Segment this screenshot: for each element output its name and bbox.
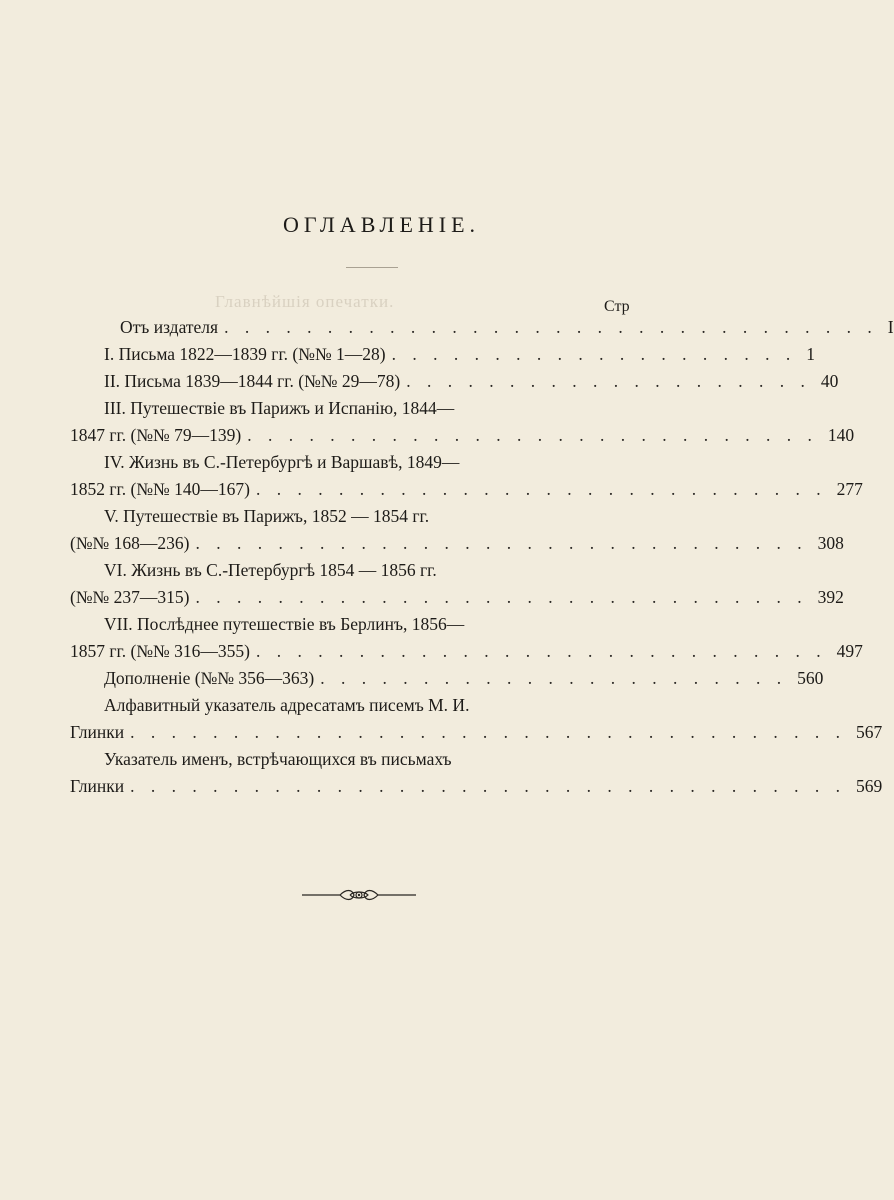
leader-dots: . . . . . . . . . . . . . . . . . . . . . . . . . . . .: [255, 641, 827, 661]
bleed-through-text: Главнѣйшія опечатки.: [215, 292, 395, 311]
toc-entry-page: 140: [827, 425, 855, 445]
toc-entry: [70, 395, 855, 449]
toc-entry-page: 277: [836, 479, 863, 499]
toc-entry: [70, 611, 863, 665]
toc-entry-title: Дополненіе (№№ 356—363): [104, 668, 315, 688]
toc-entry: [70, 665, 824, 692]
toc-entry-title: VII. Послѣднее путешествіе въ Берлинъ, 1856—: [104, 614, 465, 634]
toc-entry: [70, 341, 815, 368]
toc-entry-title-cont: 1847 гг. (№№ 79—139): [70, 425, 242, 445]
toc-entry: [70, 746, 883, 800]
toc-entry-title: V. Путешествіе въ Парижъ, 1852 — 1854 гг.: [104, 506, 430, 526]
leader-dots: . . . . . . . . . . . . . . . . . . . . . . .: [320, 668, 788, 688]
toc-entry-page: 569: [856, 776, 883, 796]
toc-entry-title: I. Письма 1822—1839 гг. (№№ 1—28): [104, 344, 386, 364]
leader-dots: . . . . . . . . . . . . . . . . . . . . . . . . . . . .: [247, 425, 818, 445]
toc-entry-page: 497: [836, 641, 863, 661]
leader-dots: . . . . . . . . . . . . . . . . . . . . . . . . . . . .: [255, 479, 827, 499]
toc-entry-title-cont: (№№ 168—236): [70, 533, 190, 553]
leader-dots: . . . . . . . . . . . . . . . . . . . .: [406, 371, 811, 391]
toc-entry-title: Отъ издателя: [120, 317, 219, 337]
title-rule: [346, 267, 398, 268]
toc-entry: [70, 692, 883, 746]
toc-entry-title-cont: Глинки: [70, 722, 125, 742]
leader-dots: . . . . . . . . . . . . . . . . . . . . . . . . . . . . . . . . . . .: [130, 776, 847, 796]
toc-entry-title-cont: (№№ 237—315): [70, 587, 190, 607]
toc-entry-title-cont: Глинки: [70, 776, 125, 796]
toc-entry-title: VI. Жизнь въ С.-Петербургѣ 1854 — 1856 гг.: [104, 560, 437, 580]
toc-entry-page: 1: [806, 344, 815, 364]
toc-entry: [70, 449, 863, 503]
toc-entry-title: II. Письма 1839—1844 гг. (№№ 29—78): [104, 371, 401, 391]
toc-entry-page: 560: [797, 668, 824, 688]
toc-entry: [70, 314, 894, 341]
toc-entry: [70, 557, 844, 611]
toc-entry: [70, 503, 844, 557]
toc-entry-title: Указатель именъ, встрѣчающихся въ письмахъ: [104, 749, 452, 769]
table-of-contents: [70, 314, 894, 800]
toc-entry-title: Алфавитный указатель адресатамъ писемъ М. И.: [104, 695, 470, 715]
leader-dots: . . . . . . . . . . . . . . . . . . . . . . . . . . . . . .: [195, 587, 808, 607]
toc-entry-title: III. Путешествіе въ Парижъ и Испанію, 1844—: [104, 398, 455, 418]
toc-entry-page: 40: [820, 371, 839, 391]
leader-dots: . . . . . . . . . . . . . . . . . . . . . . . . . . . . . .: [195, 533, 808, 553]
leader-dots: . . . . . . . . . . . . . . . . . . . .: [391, 344, 797, 364]
toc-entry-page: I: [887, 317, 894, 337]
toc-entry-page: 308: [817, 533, 844, 553]
toc-entry-page: 392: [817, 587, 844, 607]
leader-dots: . . . . . . . . . . . . . . . . . . . . . . . . . . . . . . . .: [224, 317, 878, 337]
leader-dots: . . . . . . . . . . . . . . . . . . . . . . . . . . . . . . . . . . .: [130, 722, 847, 742]
toc-entry-page: 567: [856, 722, 883, 742]
page-title: ОГЛАВЛЕНІЕ.: [282, 212, 481, 237]
toc-entry-title-cont: 1857 гг. (№№ 316—355): [70, 641, 250, 661]
toc-entry-title-cont: 1852 гг. (№№ 140—167): [70, 479, 250, 499]
ornament-divider-icon: [300, 885, 418, 905]
toc-entry: [70, 368, 839, 395]
page-column-header: Стр: [604, 298, 630, 315]
toc-entry-title: IV. Жизнь въ С.-Петербургѣ и Варшавѣ, 1849—: [104, 452, 460, 472]
